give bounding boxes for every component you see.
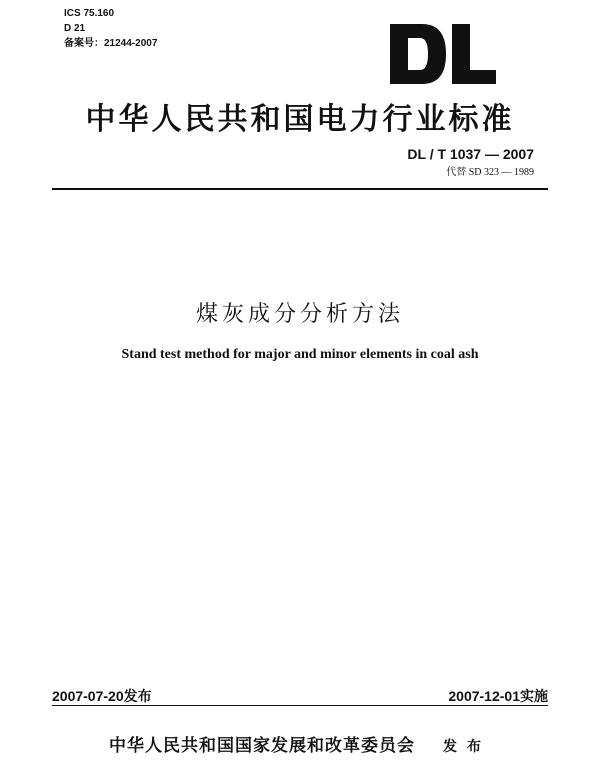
filing-number: 备案号：21244-2007 bbox=[64, 38, 158, 49]
issue-verb: 发布 bbox=[443, 739, 491, 755]
issuing-authority-name: 中华人民共和国国家发展和改革委员会 bbox=[109, 736, 415, 756]
standard-number: DL / T 1037 — 2007 bbox=[407, 146, 534, 162]
logo-letter-l bbox=[452, 24, 496, 84]
document-title-zh: 煤灰成分分析方法 bbox=[195, 302, 404, 327]
ics-code: ICS 75.160 bbox=[64, 8, 115, 19]
issuing-authority bbox=[0, 731, 600, 756]
classification-codes bbox=[64, 6, 157, 51]
replaces-standard: 代替 SD 323 — 1989 bbox=[446, 167, 534, 178]
document-title-en: Stand test method for major and minor elements in coal ash bbox=[121, 347, 479, 362]
dl-logo bbox=[388, 20, 498, 88]
dl-logo-graphic bbox=[388, 20, 498, 88]
implementation-date: 2007-12-01实施 bbox=[448, 688, 548, 704]
industry-standard-heading: 中华人民共和国电力行业标准 bbox=[85, 102, 515, 137]
logo-letter-d bbox=[390, 24, 446, 84]
footer-divider bbox=[52, 705, 548, 706]
release-date: 2007-07-20发布 bbox=[52, 688, 152, 704]
header-divider bbox=[52, 188, 548, 190]
ccs-code: D 21 bbox=[64, 23, 86, 34]
